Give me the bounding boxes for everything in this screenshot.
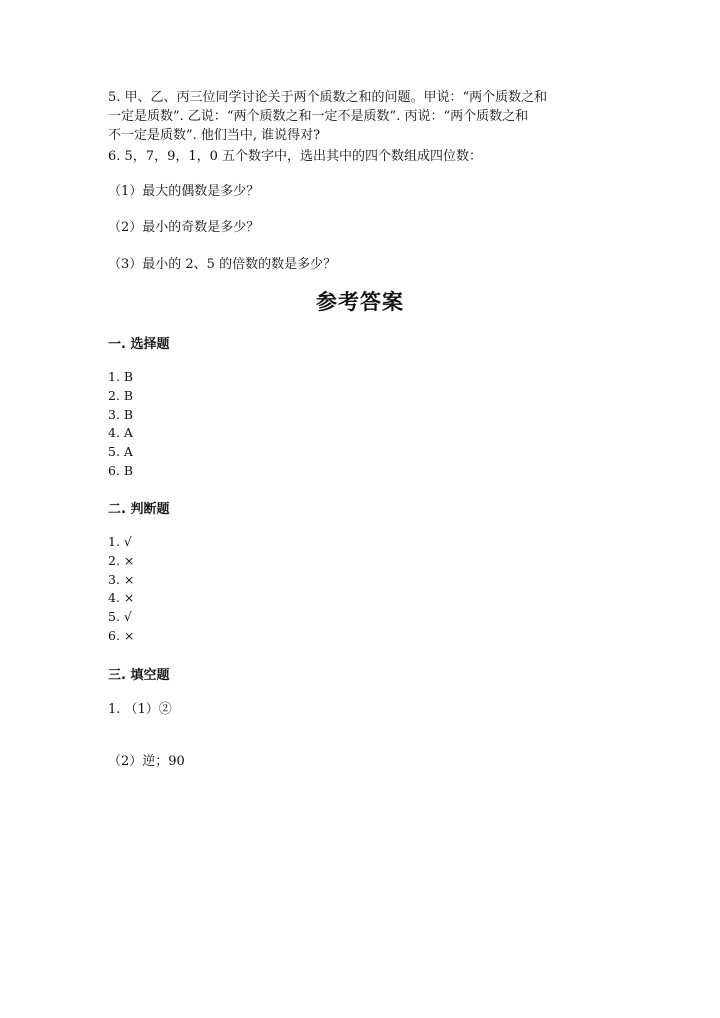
list-item: 3. B bbox=[108, 406, 134, 422]
question-5-line-3: 不一定是质数”. 他们当中, 谁说得对? bbox=[108, 128, 321, 143]
list-item: 5. A bbox=[108, 444, 133, 460]
list-item: 1. √ bbox=[108, 534, 132, 549]
question-6-part-2: （2）最小的奇数是多少？ bbox=[108, 220, 260, 235]
choice-answers-list bbox=[108, 368, 133, 481]
list-item: 4. A bbox=[108, 425, 133, 441]
answers-title: 参考答案 bbox=[316, 290, 404, 314]
question-5-line-2: 一定是质数”. 乙说：“两个质数之和一定不是质数”. 丙说：“两个质数之和 bbox=[108, 109, 529, 124]
list-item: 4. × bbox=[108, 590, 135, 606]
question-5-line-1: 5. 甲、乙、丙三位同学讨论关于两个质数之和的问题。甲说：“两个质数之和 bbox=[108, 90, 548, 105]
list-item: 5. √ bbox=[108, 609, 132, 625]
fill-answer-2: （2）逆；90 bbox=[108, 754, 185, 769]
list-item: 6. × bbox=[108, 627, 135, 643]
list-item: 3. × bbox=[108, 571, 135, 587]
list-item: 2. B bbox=[108, 387, 134, 403]
list-item: 6. B bbox=[108, 462, 134, 478]
question-6-part-3: （3）最小的 2、5 的倍数的数是多少？ bbox=[108, 257, 337, 272]
section-heading-choice: 一. 选择题 bbox=[108, 337, 170, 352]
question-5 bbox=[108, 88, 608, 145]
judgment-answers-list bbox=[108, 533, 134, 646]
section-heading-fill-blank: 三. 填空题 bbox=[108, 668, 170, 683]
question-6-part-1: （1）最大的偶数是多少？ bbox=[108, 184, 260, 199]
fill-answer-1: 1. （1）② bbox=[108, 702, 172, 717]
list-item: 2. × bbox=[108, 552, 135, 568]
list-item: 1. B bbox=[108, 369, 134, 384]
question-6-stem: 6. 5，7，9，1，0 五个数字中，选出其中的四个数组成四位数： bbox=[108, 149, 483, 164]
section-heading-judgment: 二. 判断题 bbox=[108, 502, 170, 517]
